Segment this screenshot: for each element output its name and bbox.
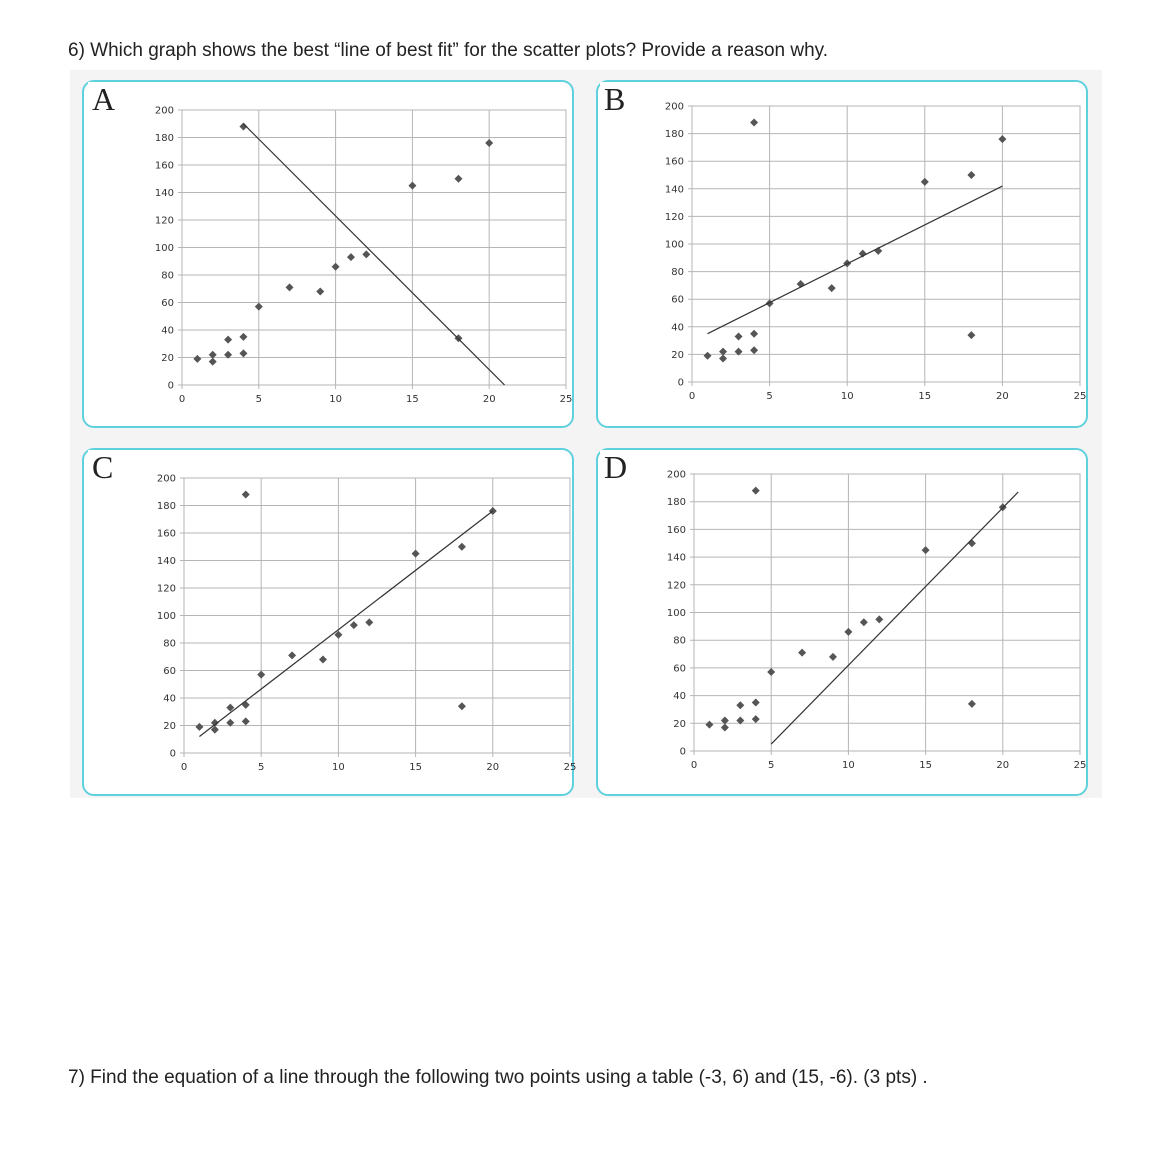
y-tick-label: 160 bbox=[664, 156, 684, 168]
graph-b-panel bbox=[596, 80, 1088, 428]
y-tick-label: 100 bbox=[156, 611, 176, 622]
x-tick-label: 15 bbox=[918, 391, 932, 402]
y-tick-label: 40 bbox=[163, 693, 176, 705]
y-tick-label: 100 bbox=[664, 239, 684, 251]
y-tick-label: 120 bbox=[156, 583, 176, 595]
y-tick-label: 120 bbox=[666, 580, 686, 592]
y-tick-label: 200 bbox=[664, 101, 684, 113]
y-tick-label: 160 bbox=[154, 160, 174, 172]
y-tick-label: 160 bbox=[666, 524, 686, 536]
y-tick-label: 140 bbox=[664, 184, 684, 196]
y-tick-label: 80 bbox=[671, 267, 684, 279]
x-tick-label: 20 bbox=[482, 394, 496, 405]
x-tick-label: 15 bbox=[919, 760, 932, 771]
question-6-text: 6) Which graph shows the best “line of best fit” for the scatter plots? Provide a reason why. bbox=[68, 40, 829, 61]
y-tick-label: 120 bbox=[664, 211, 684, 223]
y-tick-label: 40 bbox=[671, 322, 684, 334]
x-tick-label: 0 bbox=[180, 762, 188, 773]
y-tick-label: 200 bbox=[154, 105, 174, 117]
x-tick-label: 10 bbox=[840, 391, 854, 402]
x-tick-label: 5 bbox=[255, 394, 262, 405]
graph-d-plot bbox=[596, 448, 1088, 796]
x-tick-label: 20 bbox=[486, 762, 500, 773]
y-tick-label: 180 bbox=[664, 129, 684, 141]
x-tick-label: 0 bbox=[688, 391, 696, 402]
y-tick-label: 60 bbox=[671, 294, 684, 306]
y-tick-label: 120 bbox=[154, 215, 174, 227]
graph-a-panel bbox=[82, 80, 574, 428]
y-tick-label: 40 bbox=[673, 691, 686, 703]
y-tick-label: 20 bbox=[161, 353, 174, 364]
y-tick-label: 20 bbox=[673, 718, 686, 730]
y-tick-label: 100 bbox=[154, 243, 174, 254]
y-tick-label: 0 bbox=[677, 377, 684, 389]
y-tick-label: 140 bbox=[666, 552, 686, 564]
y-tick-label: 60 bbox=[163, 666, 176, 677]
y-tick-label: 180 bbox=[666, 497, 686, 509]
graph-a-plot bbox=[82, 80, 574, 428]
y-tick-label: 60 bbox=[673, 663, 686, 675]
y-tick-label: 80 bbox=[161, 270, 174, 282]
x-tick-label: 10 bbox=[332, 762, 345, 773]
x-tick-label: 15 bbox=[406, 394, 419, 405]
y-tick-label: 160 bbox=[156, 528, 176, 540]
x-tick-label: 5 bbox=[768, 760, 775, 771]
x-tick-label: 5 bbox=[766, 391, 773, 402]
y-tick-label: 0 bbox=[679, 746, 686, 758]
x-tick-label: 25 bbox=[563, 762, 577, 773]
y-tick-label: 20 bbox=[163, 721, 176, 732]
x-tick-label: 20 bbox=[996, 760, 1010, 771]
graph-a-letter: A bbox=[88, 82, 119, 116]
x-tick-label: 5 bbox=[258, 762, 265, 773]
y-tick-label: 40 bbox=[161, 325, 174, 337]
graph-b-letter: B bbox=[600, 82, 629, 116]
y-tick-label: 200 bbox=[666, 469, 686, 481]
x-tick-label: 25 bbox=[559, 394, 573, 405]
question-7-text: 7) Find the equation of a line through the following two points using a table (-3, 6) and (15, -6). (3 pts) . bbox=[68, 1067, 928, 1088]
y-tick-label: 140 bbox=[156, 556, 176, 567]
graph-c-plot bbox=[82, 448, 577, 796]
y-tick-label: 60 bbox=[161, 298, 174, 309]
x-tick-label: 10 bbox=[842, 760, 855, 771]
x-tick-label: 25 bbox=[1073, 391, 1087, 402]
x-tick-label: 25 bbox=[1073, 760, 1087, 771]
x-tick-label: 20 bbox=[996, 391, 1009, 402]
graph-d-letter: D bbox=[600, 450, 631, 484]
y-tick-label: 200 bbox=[156, 473, 176, 485]
y-tick-label: 80 bbox=[673, 635, 686, 647]
y-tick-label: 20 bbox=[671, 349, 684, 361]
graph-d-panel bbox=[596, 448, 1088, 796]
x-tick-label: 0 bbox=[690, 760, 698, 771]
y-tick-label: 80 bbox=[163, 638, 176, 650]
graph-c-letter: C bbox=[88, 450, 117, 484]
y-tick-label: 180 bbox=[154, 133, 174, 144]
x-tick-label: 10 bbox=[329, 394, 342, 405]
x-tick-label: 15 bbox=[409, 762, 422, 773]
graph-c-panel bbox=[82, 448, 577, 796]
y-tick-label: 140 bbox=[154, 188, 174, 199]
y-tick-label: 0 bbox=[169, 748, 176, 760]
graph-b-plot bbox=[596, 80, 1088, 428]
x-tick-label: 0 bbox=[178, 394, 186, 405]
y-tick-label: 100 bbox=[666, 608, 686, 619]
y-tick-label: 180 bbox=[156, 501, 176, 512]
y-tick-label: 0 bbox=[167, 380, 174, 392]
